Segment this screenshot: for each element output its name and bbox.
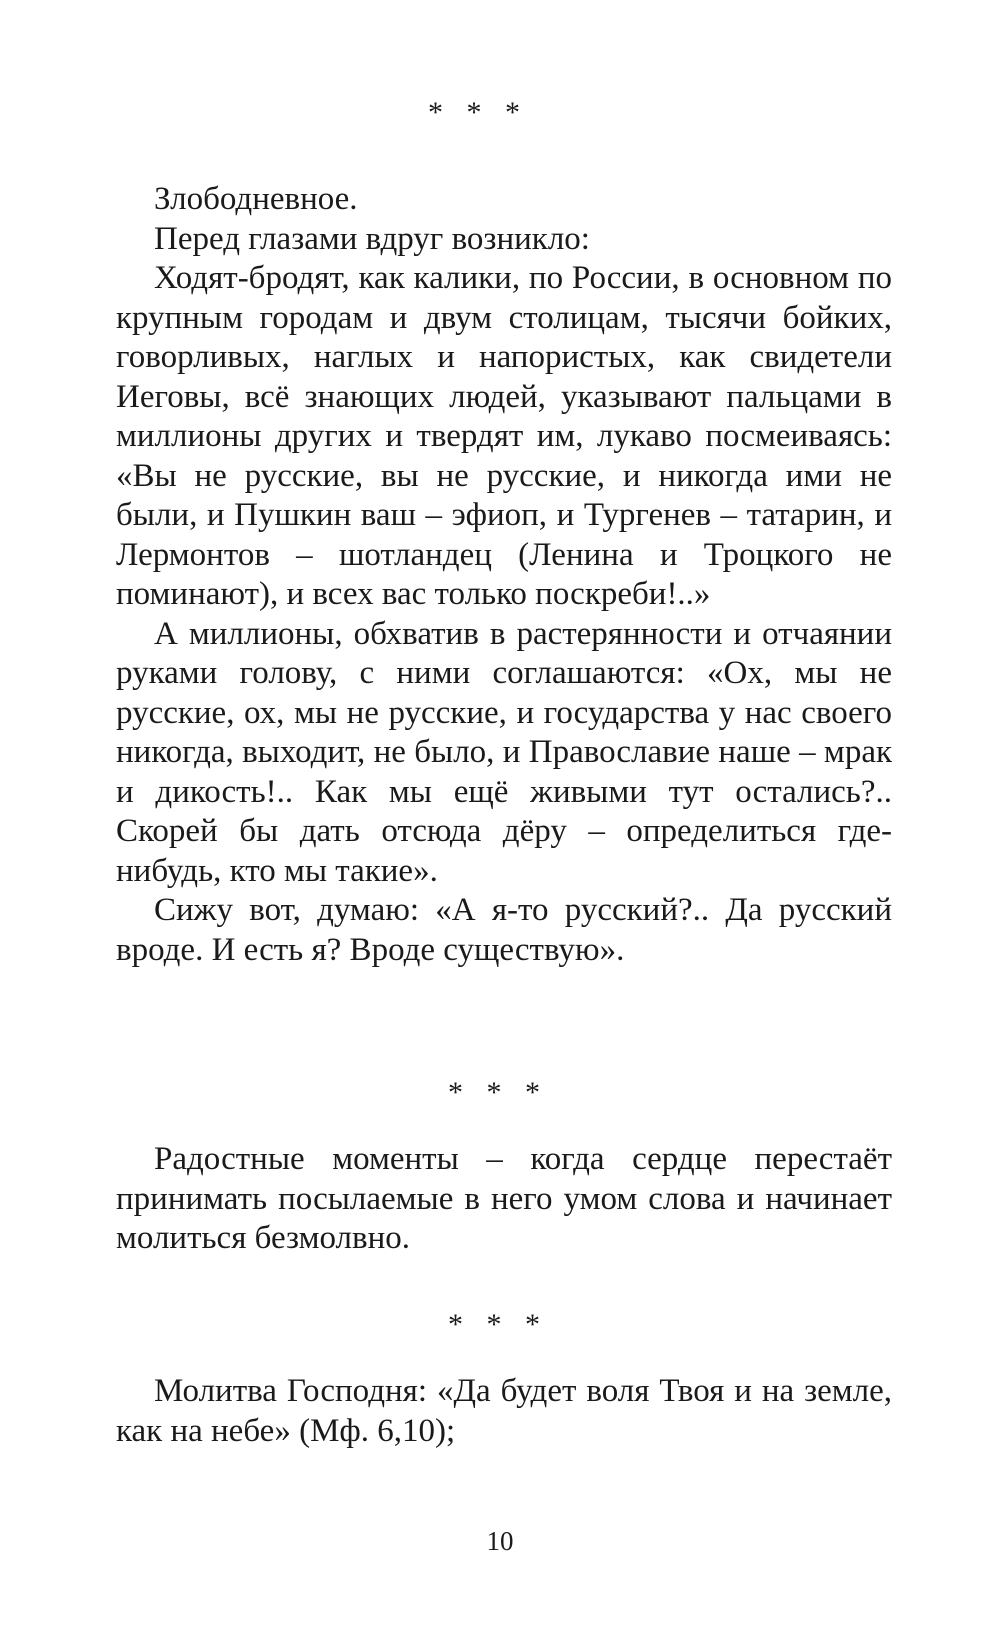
paragraph: Злободневное. [154, 181, 358, 217]
paragraph: Сижу вот, думаю: «А я-то русский?.. Да русский вроде. И есть я? Вроде существую». [116, 892, 892, 968]
section-separator: * * * [428, 96, 528, 129]
section-separator: * * * [448, 1308, 548, 1341]
page-number: 10 [486, 1526, 514, 1556]
section-separator: * * * [448, 1076, 548, 1109]
paragraph: Ходят-бродят, как калики, по России, в основном по крупным городам и двум столицам, тысячи бойких, говорливых, наглых и напористых, как свидетели Иеговы, всё знающих людей, указывают пальцами в миллионы других и твердят им, лукаво посмеиваясь: «Вы не русские, вы не русские, и никогда ими не были, и Пушкин ваш – эфиоп, и Тургенев – татарин, и Лермонтов – шотландец (Ленина и Троцкого не поминают), и всех вас только поскреби!..» [116, 260, 892, 612]
text-section-2 [116, 1140, 892, 1259]
paragraph: Перед глазами вдруг возникло: [154, 220, 590, 257]
text-section-3 [116, 1372, 892, 1451]
paragraph: А миллионы, обхватив в растерянности и отчаянии руками голову, с ними соглашаются: «Ох, мы не русские, ох, мы не русские, и государства у нас своего никогда, выходит, не было, и Православие наше – мрак и дикость!.. Как мы ещё живыми тут остались?.. Скорей бы дать отсюда дёру – определиться где-нибудь, кто мы такие». [116, 615, 892, 889]
text-section-1 [116, 180, 892, 970]
paragraph: Молитва Господня: «Да будет воля Твоя и на земле, как на небе» (Мф. 6,10); [116, 1373, 892, 1449]
paragraph: Радостные моменты – когда сердце перестаёт принимать посылаемые в него умом слова и начинает молиться безмолвно. [116, 1141, 892, 1256]
